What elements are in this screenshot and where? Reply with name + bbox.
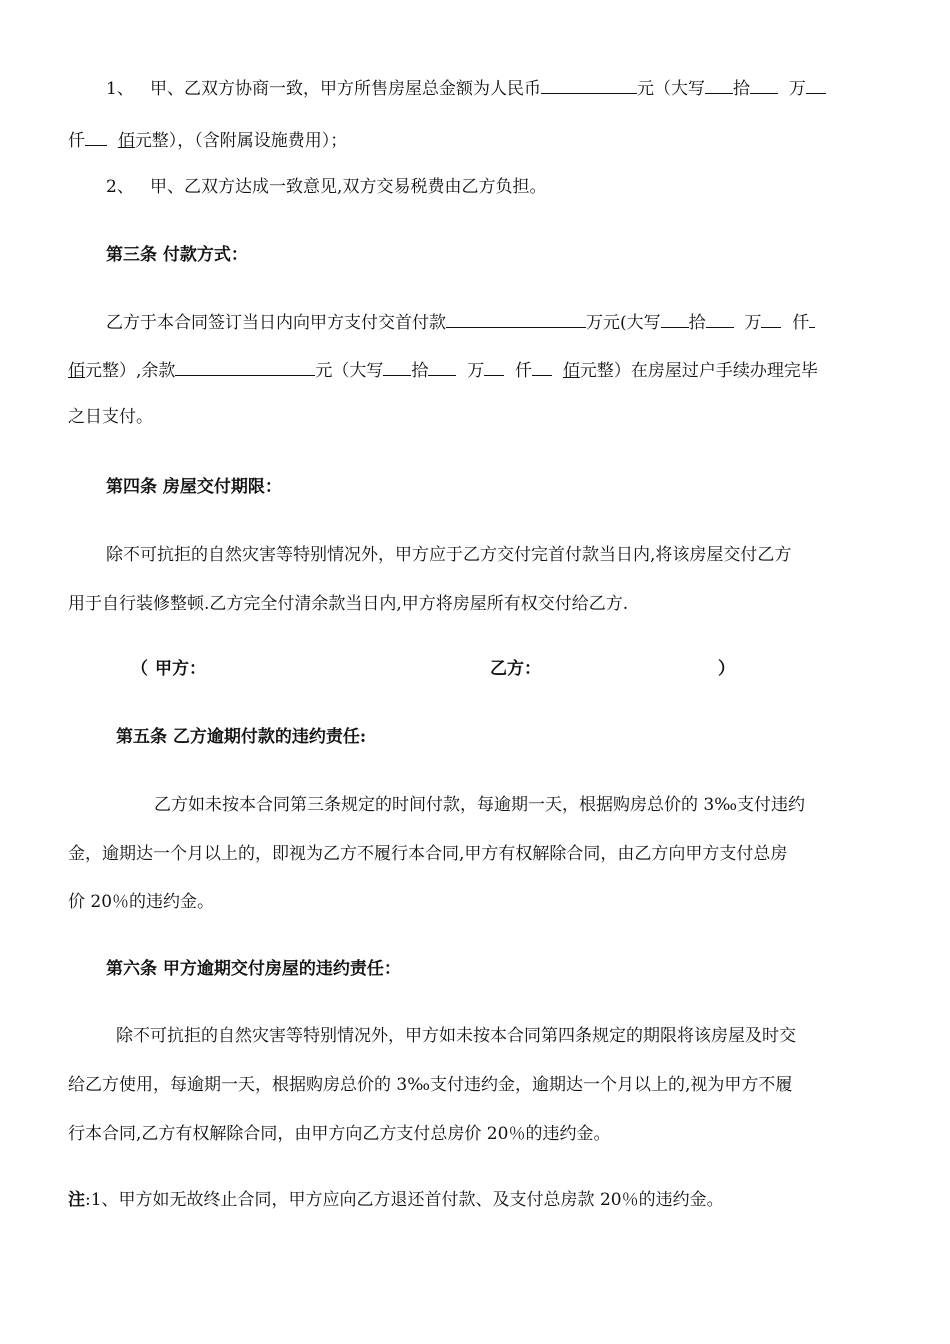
clause-5-line-1: 乙方如未按本合同第三条规定的时间付款，每逾期一天，根据购房总价的 3‰支付违约 xyxy=(154,795,806,815)
party-a-label: 甲方： xyxy=(155,659,206,679)
parties-close-paren: ） xyxy=(718,659,735,679)
note-line: 注:1、甲方如无故终止合同，甲方应向乙方退还首付款、及支付总房款 20％的违约金。 xyxy=(68,1190,724,1210)
total-price-blank xyxy=(541,76,637,94)
clause-6-line-2: 给乙方使用，每逾期一天，根据购房总价的 3‰支付违约金，逾期达一个月以上的,视为甲方不履 xyxy=(68,1075,793,1095)
clause-6-heading: 第六条 甲方逾期交付房屋的违约责任： xyxy=(106,959,401,979)
clause-5-line-3: 价 20％的违约金。 xyxy=(68,892,215,912)
down-payment-blank xyxy=(446,310,586,328)
parties-open-paren: （ xyxy=(131,659,148,679)
clause-4-heading: 第四条 房屋交付期限： xyxy=(106,477,282,497)
clause-6-line-1: 除不可抗拒的自然灾害等特别情况外，甲方如未按本合同第四条规定的期限将该房屋及时交 xyxy=(116,1026,796,1046)
clause-3-line-1: 乙方于本合同签订当日内向甲方支付交首付款 万元(大写 拾 万 仟 xyxy=(106,310,815,335)
tax-item-2: 2、 甲、乙双方达成一致意见,双方交易税费由乙方负担。 xyxy=(106,177,547,197)
clause-3-line-2: 佰元整）,余款 元（大写 拾 万 仟 佰元整）在房屋过户手续办理完毕 xyxy=(68,358,818,383)
clause-4-line-2: 用于自行装修整顿.乙方完全付清余款当日内,甲方将房屋所有权交付给乙方. xyxy=(68,594,629,614)
clause-5-line-2: 金，逾期达一个月以上的，即视为乙方不履行本合同,甲方有权解除合同，由乙方向甲方支付总房 xyxy=(68,844,788,864)
note-label: 注 xyxy=(68,1190,85,1210)
price-item-1-line-1: 1、 甲、乙双方协商一致，甲方所售房屋总金额为人民币 元（大写 拾 万 xyxy=(106,76,826,101)
clause-3-line-3: 之日支付。 xyxy=(68,407,153,427)
balance-blank xyxy=(175,358,315,376)
clause-5-heading: 第五条 乙方逾期付款的违约责任: xyxy=(116,727,367,747)
clause-4-line-1: 除不可抗拒的自然灾害等特别情况外，甲方应于乙方交付完首付款当日内,将该房屋交付乙方 xyxy=(106,545,792,565)
clause-3-heading: 第三条 付款方式： xyxy=(106,245,248,265)
party-b-label: 乙方： xyxy=(490,659,541,679)
price-item-1-line-2: 仟 佰元整），（含附属设施费用）； xyxy=(68,128,347,153)
clause-6-line-3: 行本合同,乙方有权解除合同，由甲方向乙方支付总房价 20％的违约金。 xyxy=(68,1124,611,1144)
